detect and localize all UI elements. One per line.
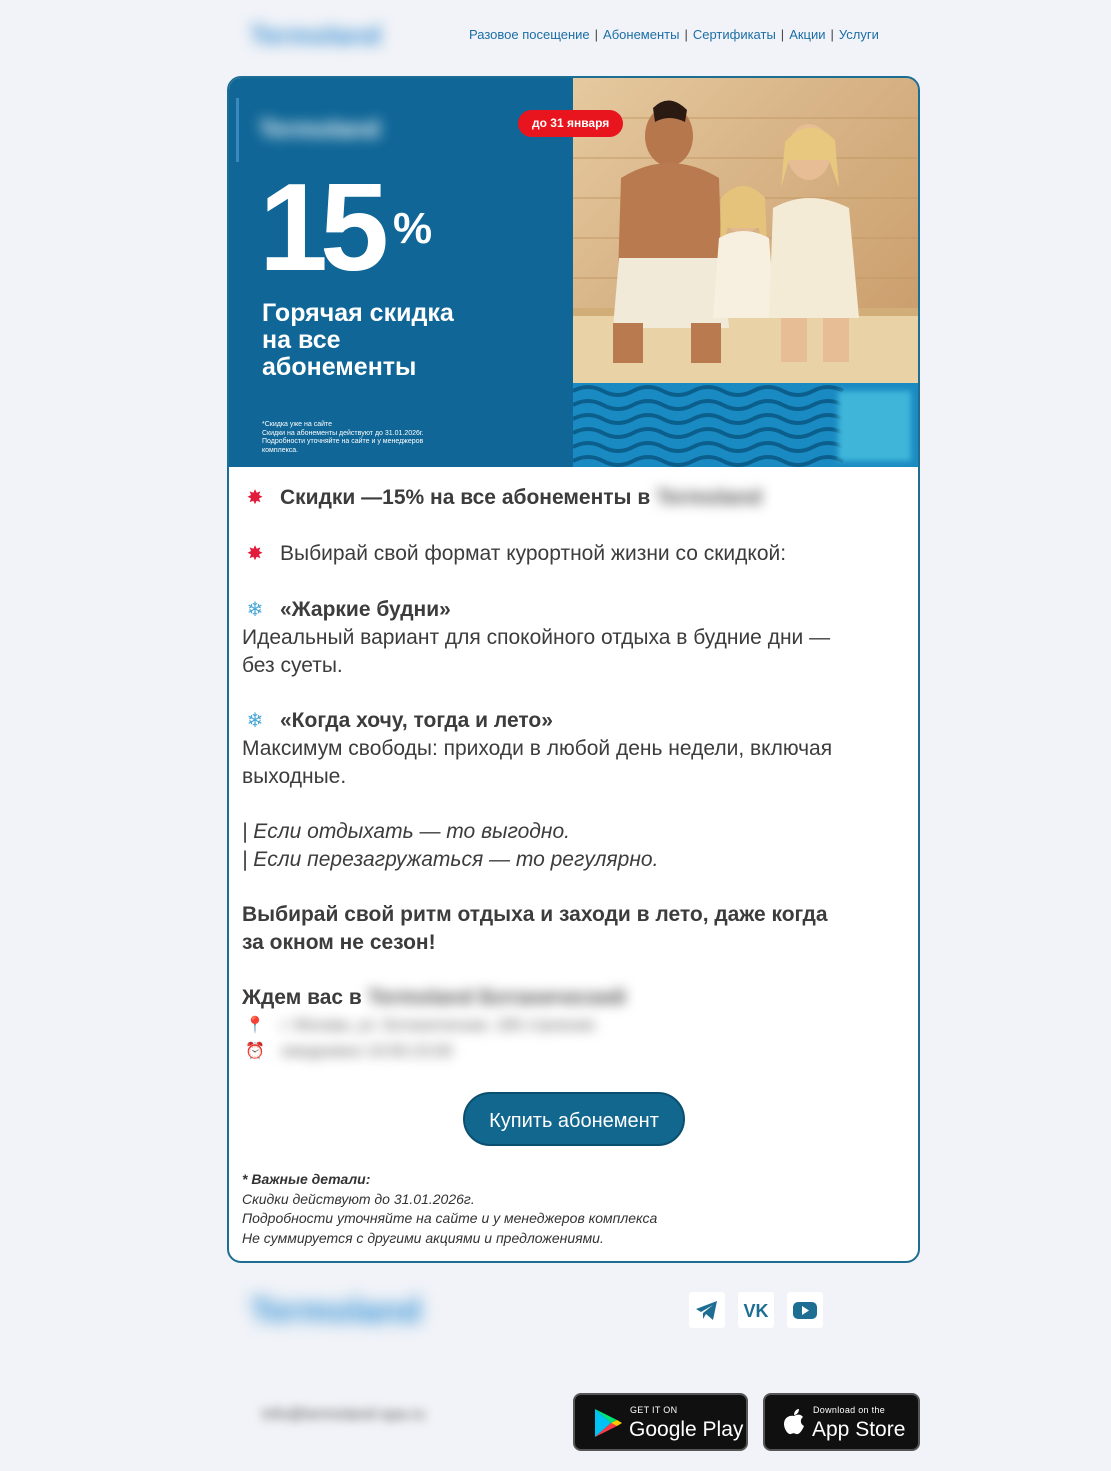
collision-icon: ✸ (246, 543, 264, 565)
alarm-clock-icon: ⏰ (245, 1043, 265, 1060)
wave-pattern (573, 383, 920, 467)
banner-fine-print: *Скидка уже на сайте Скидки на абонементы действуют до 31.01.2026г. Подробности уточняйте на сайте и у менеджеров комплекса. (262, 421, 424, 454)
snowflake-icon: ❄ (246, 710, 264, 732)
snowflake-icon: ❄ (246, 599, 264, 621)
quote-line-2: | Если перезагружаться — то регулярно. (242, 848, 659, 871)
promo-banner[interactable] (229, 78, 918, 467)
buy-membership-button[interactable]: Купить абонемент (463, 1092, 685, 1146)
plan-1-description-cont: без суеты. (242, 654, 343, 677)
app-store-badge[interactable]: Download on the App Store (763, 1393, 920, 1451)
footer-email[interactable]: info@termoland-spa.ru (262, 1406, 425, 1423)
banner-divider (236, 98, 239, 162)
nav-certificates[interactable]: Сертификаты (692, 27, 776, 42)
quote-line-1: | Если отдыхать — то выгодно. (242, 820, 570, 843)
apple-icon (781, 1408, 807, 1438)
hours-line: ⏰ ежедневно 10:00-23:00 (245, 1040, 453, 1064)
email-card (227, 76, 920, 1263)
telegram-button[interactable] (689, 1292, 725, 1328)
footer-logo[interactable]: Termoland (250, 1292, 422, 1330)
nav-memberships[interactable]: Абонементы (603, 27, 680, 42)
nav-single-visit[interactable]: Разовое посещение (469, 27, 590, 42)
sauna-family-photo (573, 78, 920, 383)
plan-1-description: Идеальный вариант для спокойного отдыха в будние дни — (242, 626, 831, 649)
svg-text:VK: VK (743, 1301, 769, 1321)
google-play-icon (593, 1407, 623, 1439)
deadline-badge: до 31 января (518, 110, 623, 137)
plan-2-description: Максимум свободы: приходи в любой день недели, включая (242, 737, 833, 760)
cta-text: Выбирай свой ритм отдыха и заходи в лето, даже когда (242, 903, 828, 926)
nav-services[interactable]: Услуги (838, 27, 879, 42)
header-logo[interactable] (240, 12, 465, 62)
youtube-button[interactable] (787, 1292, 823, 1328)
header-logo-text: Termoland (250, 20, 381, 50)
pin-icon: 📍 (245, 1017, 265, 1034)
banner-logo: Termoland (259, 116, 380, 143)
vk-icon (742, 1296, 770, 1324)
youtube-icon (791, 1296, 819, 1324)
collision-icon: ✸ (246, 487, 264, 509)
google-play-badge[interactable]: GET IT ON Google Play (573, 1393, 748, 1451)
welcome-line: Ждем вас в Termoland Ботанический (242, 986, 626, 1009)
plan-1-title: ❄ «Жаркие будни» (242, 596, 451, 624)
important-details: * Важные детали: Скидки действуют до 31.01.2026г. Подробности уточняйте на сайте и у менеджеров комплекса Не суммируется с другими акциями и предложениями. (242, 1171, 658, 1246)
address-line: 📍 г. Москва, ул. Ботаническая, 180 строение (245, 1014, 595, 1038)
cta-text-cont: за окном не сезон! (242, 931, 436, 954)
banner-headline: Горячая скидка на все абонементы (262, 299, 454, 381)
nav-promotions[interactable]: Акции (789, 27, 826, 42)
vk-button[interactable] (738, 1292, 774, 1328)
top-navigation: Разовое посещение | Абонементы | Сертификаты | Акции | Услуги (469, 27, 879, 42)
plan-2-title: ❄ «Когда хочу, тогда и лето» (242, 707, 553, 735)
notes-title: * Важные детали: (242, 1171, 371, 1187)
plan-2-description-cont: выходные. (242, 765, 347, 788)
promo-line-2: ✸ Выбирай свой формат курортной жизни со скидкой: (242, 540, 786, 568)
promo-line-1: ✸ Скидки —15% на все абонементы в Termoland (242, 484, 762, 512)
discount-number: 15 (259, 159, 381, 297)
discount-percent: % (393, 204, 433, 253)
telegram-icon (693, 1296, 721, 1324)
banner-corner-logo (838, 391, 911, 461)
